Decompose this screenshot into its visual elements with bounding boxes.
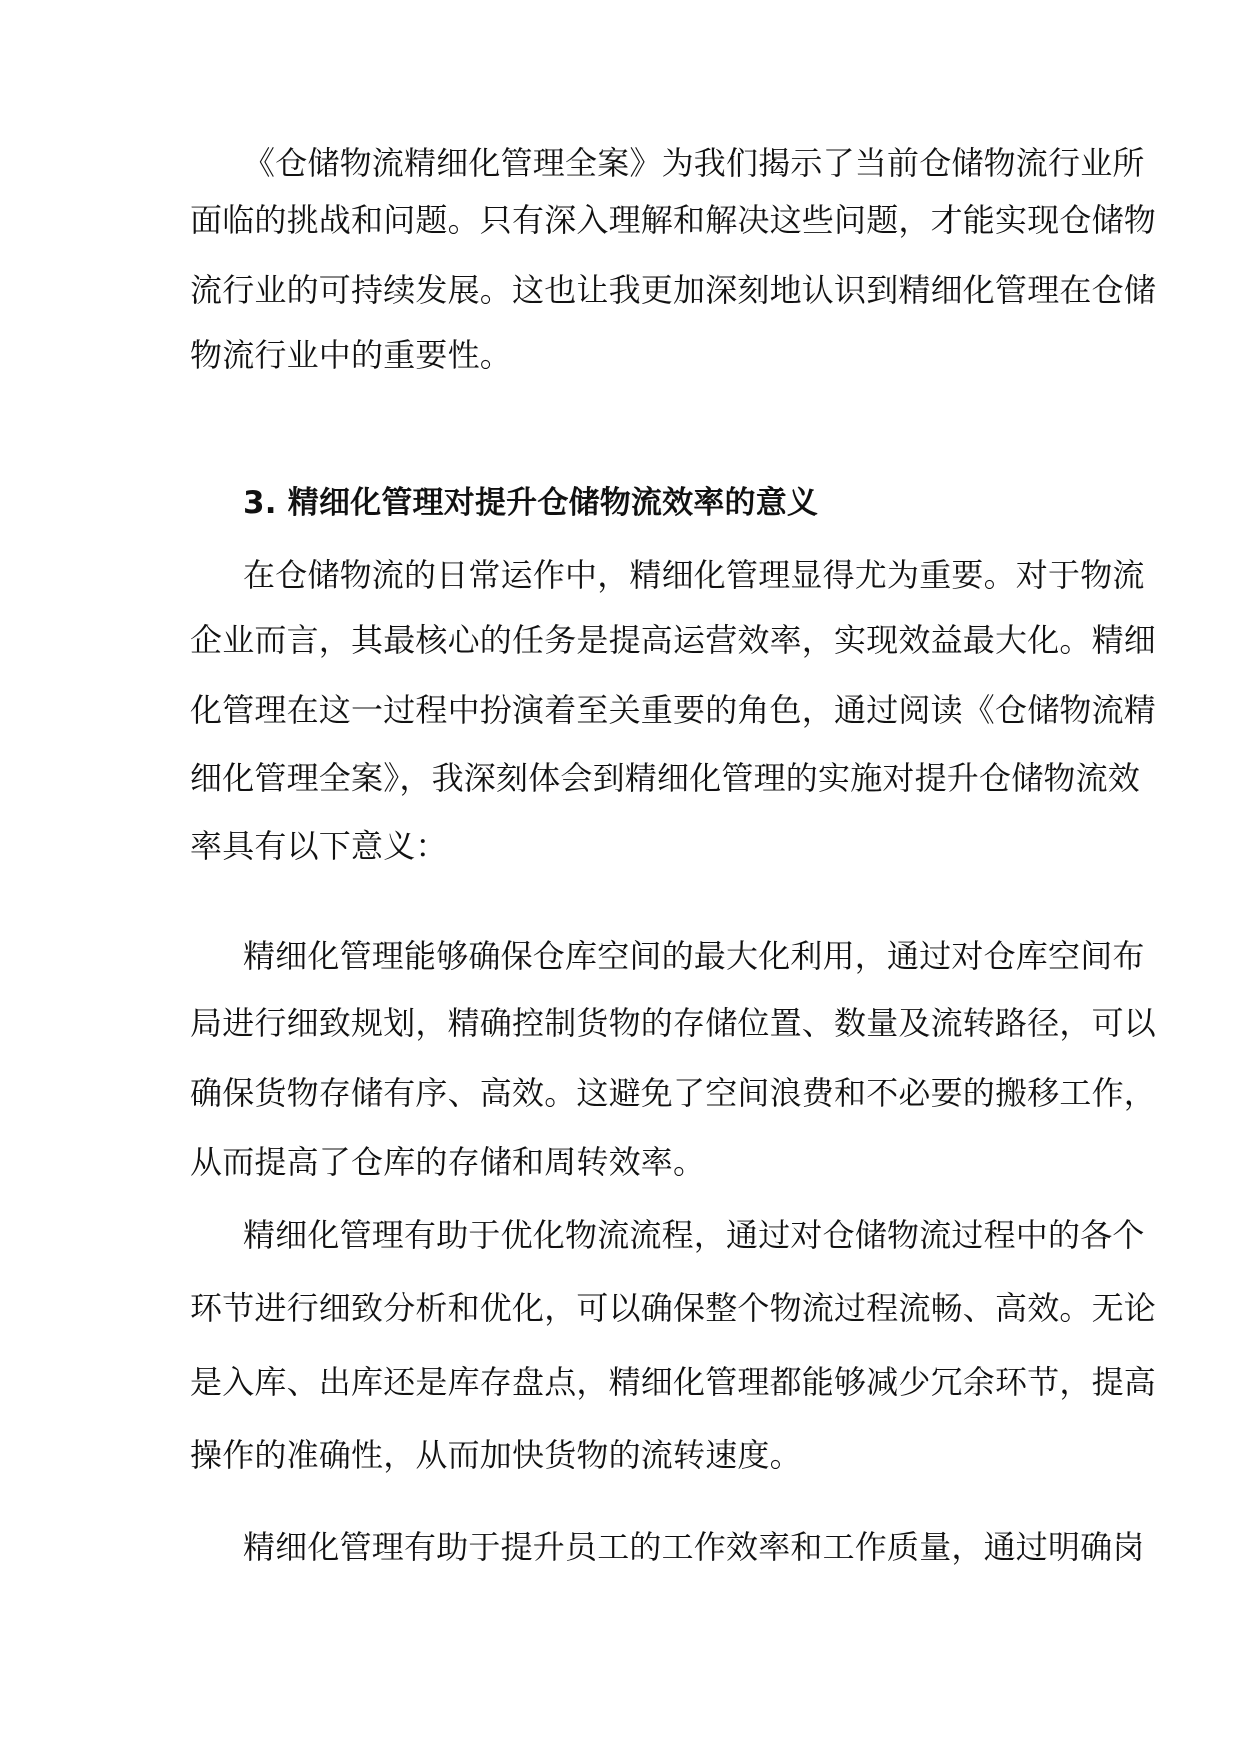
paragraph-2-line-1: 在仓储物流的日常运作中，精细化管理显得尤为重要。对于物流 (243, 556, 1145, 594)
paragraph-4-line-3: 是入库、出库还是库存盘点，精细化管理都能够减少冗余环节，提高 (190, 1363, 1157, 1401)
paragraph-3-line-4: 从而提高了仓库的存储和周转效率。 (190, 1143, 706, 1181)
paragraph-2-line-3: 化管理在这一过程中扮演着至关重要的角色，通过阅读《仓储物流精 (190, 691, 1157, 729)
paragraph-4-line-1: 精细化管理有助于优化物流流程，通过对仓储物流过程中的各个 (243, 1216, 1145, 1254)
paragraph-3-line-2: 局进行细致规划，精确控制货物的存储位置、数量及流转路径，可以 (190, 1004, 1157, 1042)
paragraph-1-line-3: 流行业的可持续发展。这也让我更加深刻地认识到精细化管理在仓储 (190, 271, 1157, 309)
paragraph-5-line-1: 精细化管理有助于提升员工的工作效率和工作质量，通过明确岗 (243, 1528, 1145, 1566)
paragraph-1-line-2: 面临的挑战和问题。只有深入理解和解决这些问题，才能实现仓储物 (190, 201, 1157, 239)
paragraph-3-line-1: 精细化管理能够确保仓库空间的最大化利用，通过对仓库空间布 (243, 937, 1145, 975)
paragraph-2-line-5: 率具有以下意义： (190, 827, 448, 865)
paragraph-1-line-4: 物流行业中的重要性。 (190, 336, 513, 374)
paragraph-4-line-2: 环节进行细致分析和优化，可以确保整个物流过程流畅、高效。无论 (190, 1289, 1157, 1327)
paragraph-3-line-3: 确保货物存储有序、高效。这避免了空间浪费和不必要的搬移工作， (190, 1074, 1157, 1112)
paragraph-4-line-4: 操作的准确性，从而加快货物的流转速度。 (190, 1436, 802, 1474)
paragraph-2-line-2: 企业而言，其最核心的任务是提高运营效率，实现效益最大化。精细 (190, 621, 1157, 659)
paragraph-2-line-4: 细化管理全案》，我深刻体会到精细化管理的实施对提升仓储物流效 (190, 759, 1141, 797)
paragraph-1-line-1: 《仓储物流精细化管理全案》为我们揭示了当前仓储物流行业所 (243, 144, 1145, 182)
section-heading: 3. 精细化管理对提升仓储物流效率的意义 (243, 485, 819, 521)
